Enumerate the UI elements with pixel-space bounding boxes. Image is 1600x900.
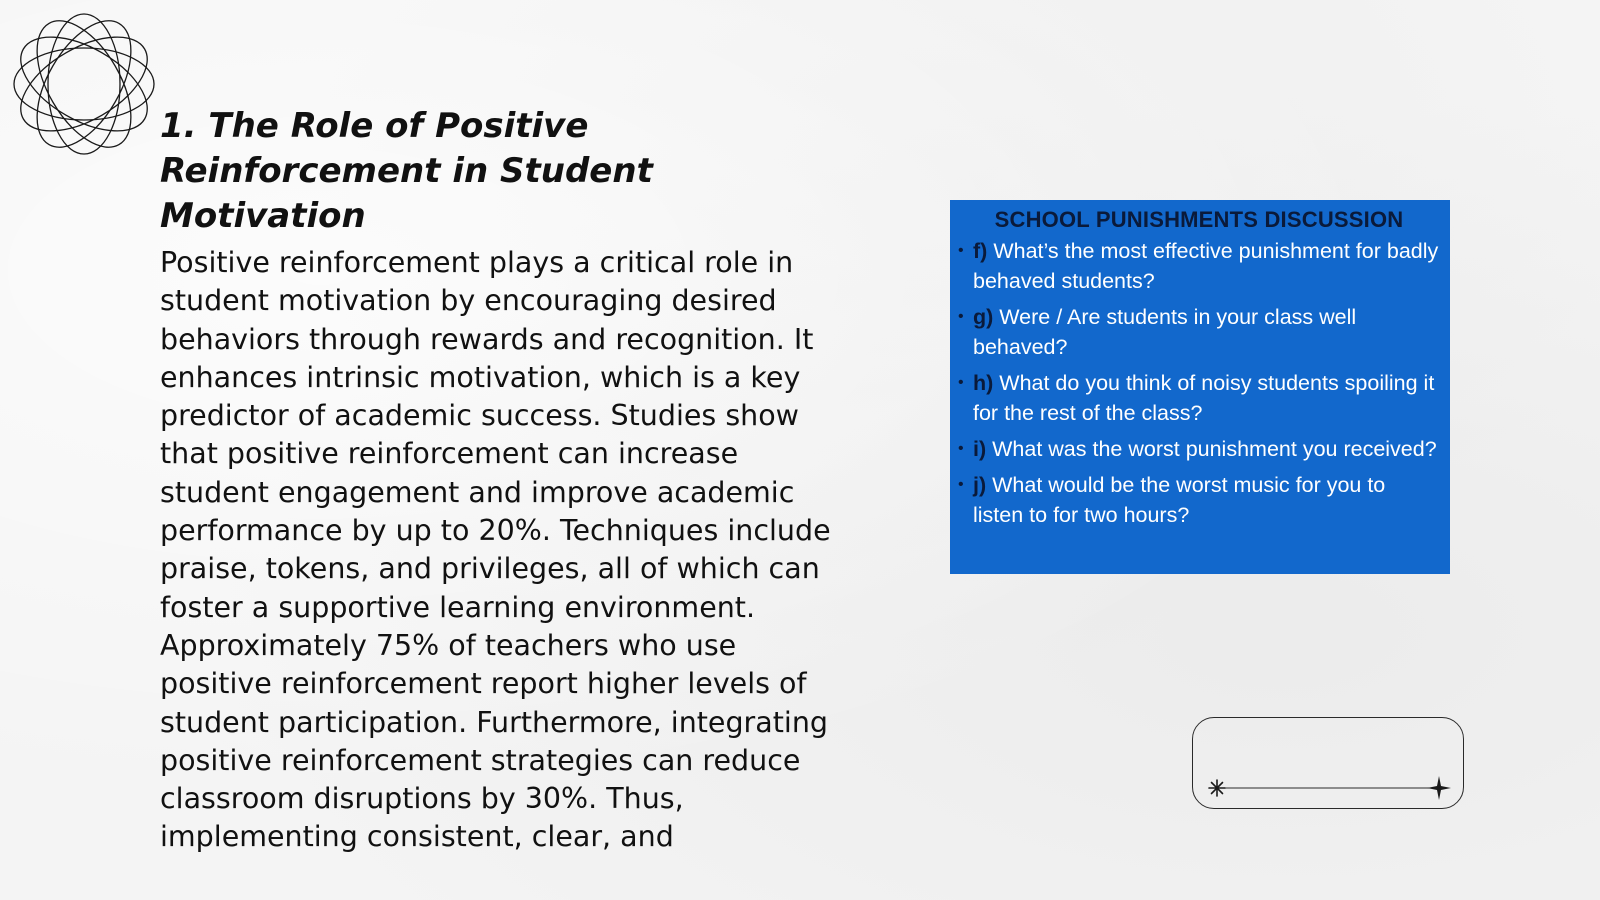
sparkle-icon — [1209, 780, 1225, 796]
list-item — [958, 302, 1440, 362]
decorative-rounded-box — [1192, 717, 1464, 809]
panel-title: SCHOOL PUNISHMENTS DISCUSSION — [994, 207, 1404, 232]
cross-star-icon — [1427, 776, 1451, 800]
bullet-icon: • — [958, 242, 964, 259]
interlocking-circles-icon — [10, 10, 158, 158]
question-text: What would be the worst music for you to listen to for two hours? — [973, 473, 1386, 527]
list-item — [958, 368, 1440, 428]
question-letter: j) — [973, 473, 987, 497]
bullet-icon: • — [958, 440, 964, 457]
bullet-icon: • — [958, 476, 964, 493]
list-item — [958, 236, 1440, 296]
question-text: What do you think of noisy students spoiling it for the rest of the class? — [973, 371, 1435, 425]
question-list — [958, 236, 1440, 530]
discussion-panel — [950, 200, 1450, 574]
list-item — [958, 470, 1440, 530]
question-letter: i) — [973, 437, 987, 461]
question-text: What’s the most effective punishment for badly behaved students? — [973, 239, 1439, 293]
question-letter: g) — [973, 305, 994, 329]
slide-title: 1. The Role of Positive Reinforcement in Student Motivation — [160, 106, 653, 236]
slide-body-text: Positive reinforcement plays a critical role in student motivation by encouraging desired behaviors through rewards and recognition. It enhances intrinsic motivation, which is a key predictor of academic success. Studies show that positive reinforcement can increase student engagement and improve academic performance by up to 20%. Techniques include praise, tokens, and privileges, all of which can foster a supportive learning environment. Approximately 75% of teachers who use positive reinforcement report higher levels of student participation. Furthermore, integrating positive reinforcement strategies can reduce classroom disruptions by 30%. Thus, implementing consistent, clear, and — [160, 246, 831, 854]
list-item — [958, 434, 1440, 464]
bullet-icon: • — [958, 374, 964, 391]
question-text: Were / Are students in your class well behaved? — [973, 305, 1357, 359]
bullet-icon: • — [958, 308, 964, 325]
question-letter: f) — [973, 239, 988, 263]
decorative-line — [1193, 718, 1465, 810]
question-text: What was the worst punishment you received? — [992, 437, 1437, 461]
question-letter: h) — [973, 371, 994, 395]
